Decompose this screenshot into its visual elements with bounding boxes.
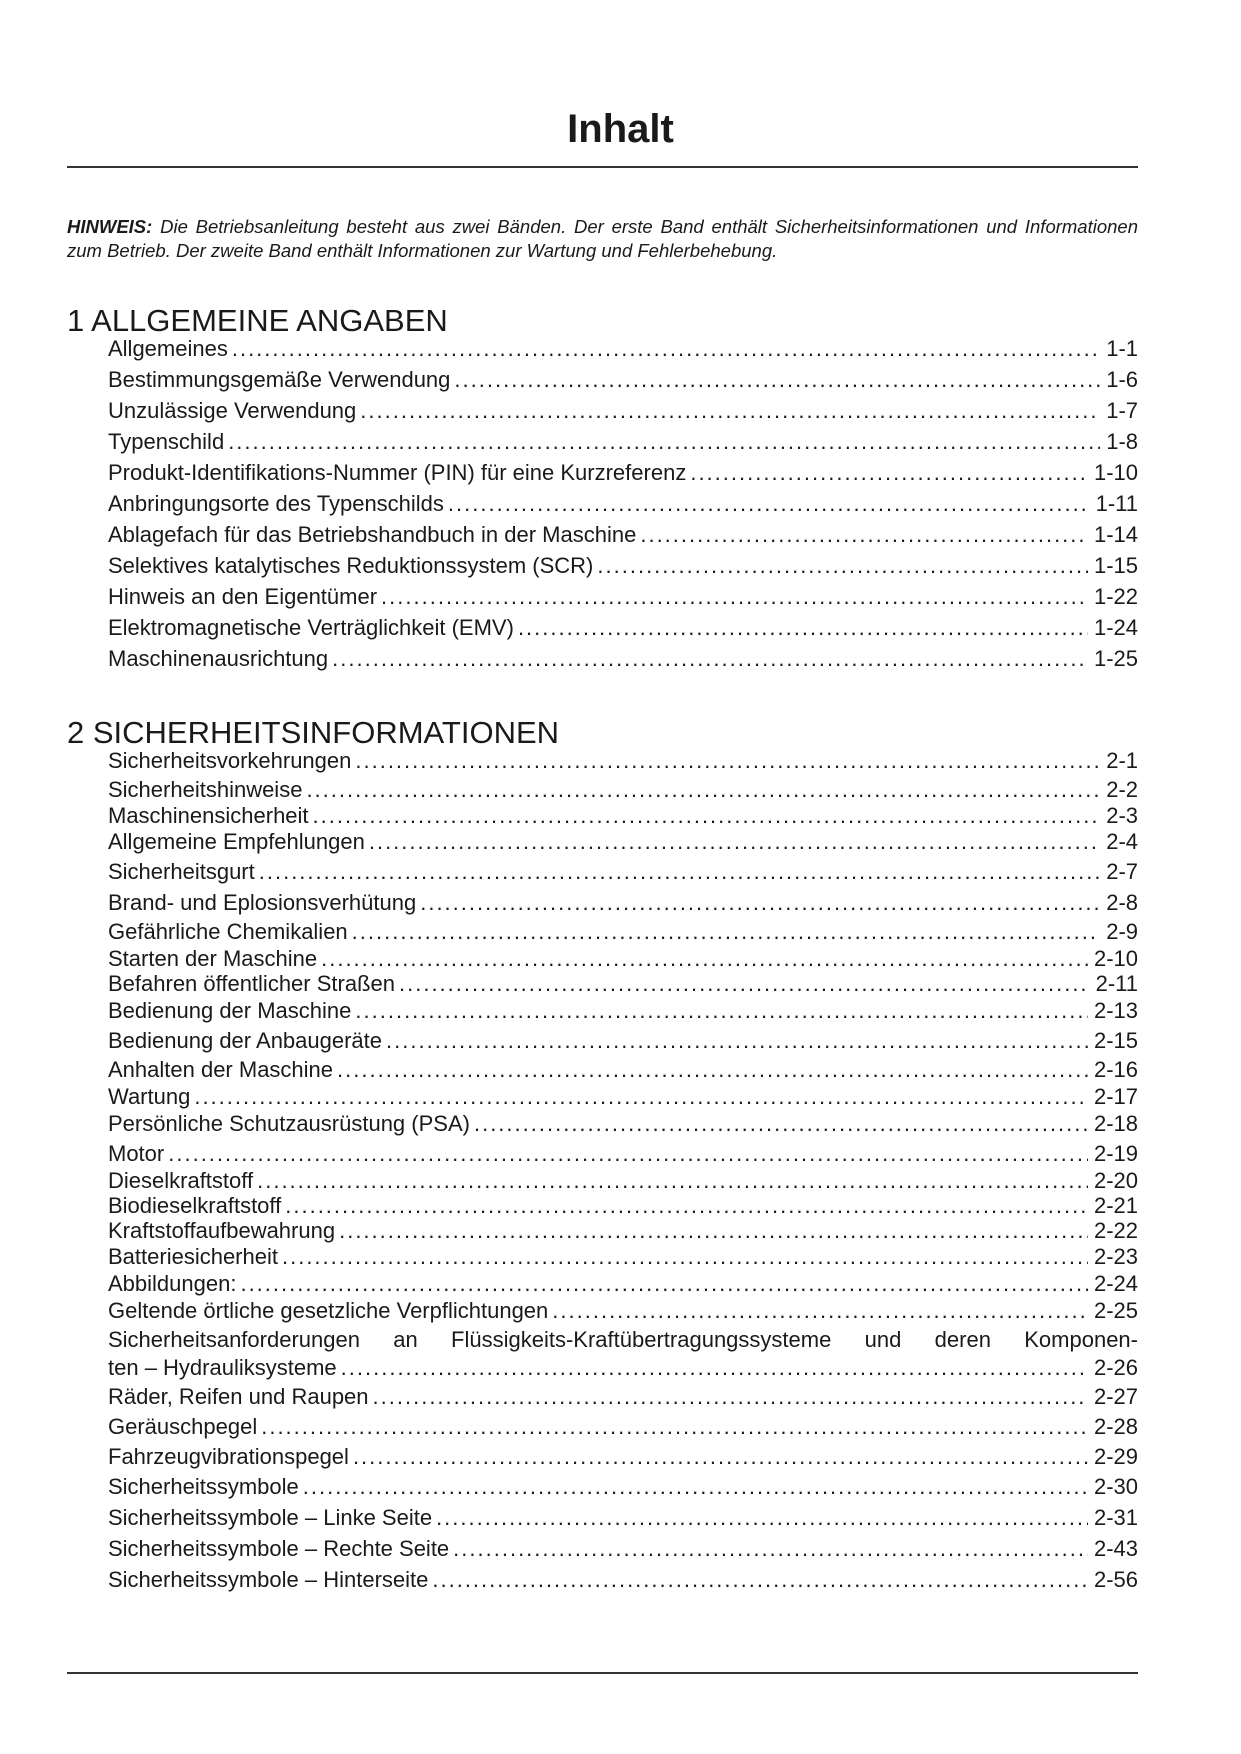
- toc-entry-page: 1-10: [1093, 460, 1138, 485]
- toc-entry-page: 2-29: [1093, 1444, 1138, 1469]
- toc-entry-page: 2-11: [1095, 971, 1138, 996]
- toc-entry-title: Sicherheitsvorkehrungen: [108, 748, 352, 773]
- toc-entry[interactable]: [108, 1382, 1138, 1412]
- toc-entry[interactable]: [108, 1139, 1138, 1169]
- toc-entry-page: 2-7: [1106, 859, 1138, 884]
- toc-entry-title: Starten der Maschine: [108, 946, 318, 971]
- toc-entry[interactable]: [108, 519, 1138, 550]
- toc-entry[interactable]: [108, 550, 1138, 581]
- toc-entry[interactable]: [108, 395, 1138, 426]
- toc-entry-title: Motor: [108, 1141, 165, 1166]
- toc-entry-page: 2-1: [1106, 748, 1138, 773]
- dot-leader: [381, 581, 1088, 612]
- page-title: Inhalt: [567, 107, 674, 151]
- toc-entry[interactable]: [108, 997, 1138, 1025]
- toc-entry[interactable]: [108, 1193, 1138, 1218]
- toc-entry-page: 2-26: [1093, 1355, 1138, 1380]
- dot-leader: [337, 1056, 1088, 1084]
- toc-entry-title: Kraftstoffaufbewahrung: [108, 1218, 336, 1243]
- dot-leader: [232, 333, 1100, 364]
- toc-entry-title: Allgemeines: [108, 336, 228, 361]
- toc-entry[interactable]: [108, 612, 1138, 643]
- dot-leader: [453, 1533, 1088, 1564]
- dot-leader: [399, 971, 1090, 997]
- toc-entry[interactable]: [108, 1472, 1138, 1502]
- toc-entry-page: 2-21: [1093, 1193, 1138, 1218]
- toc-entry-title: Geltende örtliche gesetzliche Verpflichtungen: [108, 1298, 549, 1323]
- toc-entry[interactable]: [108, 333, 1138, 364]
- toc-entry[interactable]: [108, 745, 1138, 776]
- toc-entry-title: Bestimmungsgemäße Verwendung: [108, 367, 451, 392]
- dot-leader: [369, 828, 1100, 856]
- dot-leader: [518, 612, 1088, 643]
- toc-entry-title: Wartung: [108, 1084, 191, 1109]
- section-heading-allgemeine-angaben: 1 ALLGEMEINE ANGABEN: [67, 303, 448, 338]
- toc-entry-page: 2-56: [1093, 1567, 1138, 1592]
- toc-entry-page: 1-8: [1106, 429, 1138, 454]
- dot-leader: [474, 1109, 1088, 1139]
- toc-entry[interactable]: [108, 1442, 1138, 1472]
- dot-leader: [313, 804, 1101, 828]
- header-divider: [67, 166, 1138, 168]
- toc-entry[interactable]: [108, 804, 1138, 828]
- toc-entry-page: 1-6: [1106, 367, 1138, 392]
- toc-entry-title: Typenschild: [108, 429, 225, 454]
- toc-entry-page: 2-16: [1093, 1057, 1138, 1082]
- dot-leader: [690, 457, 1088, 488]
- dot-leader: [352, 918, 1101, 946]
- toc-entry[interactable]: [108, 1564, 1138, 1595]
- toc-entry-title: Fahrzeugvibrationspegel: [108, 1444, 349, 1469]
- toc-entry[interactable]: [108, 1084, 1138, 1109]
- dot-leader: [341, 1354, 1088, 1382]
- toc-entry-title: Persönliche Schutzausrüstung (PSA): [108, 1111, 470, 1136]
- toc-entry-title: Sicherheitssymbole – Rechte Seite: [108, 1536, 450, 1561]
- section-heading-sicherheitsinformationen: 2 SICHERHEITSINFORMATIONEN: [67, 715, 560, 750]
- toc-entry-title: Maschinensicherheit: [108, 803, 309, 828]
- toc-entry-page: 2-17: [1093, 1084, 1138, 1109]
- toc-entry[interactable]: [108, 887, 1138, 918]
- dot-leader: [353, 1442, 1088, 1472]
- dot-leader: [306, 776, 1100, 804]
- toc-entry[interactable]: [108, 1296, 1138, 1326]
- toc-entry-title: Selektives katalytisches Reduktionssystem (SCR): [108, 553, 594, 578]
- toc-entry[interactable]: [108, 1326, 1138, 1382]
- toc-entry[interactable]: [108, 364, 1138, 395]
- toc-entry-page: 1-24: [1093, 615, 1138, 640]
- toc-entry-title: Allgemeine Empfehlungen: [108, 829, 365, 854]
- toc-entry[interactable]: [108, 971, 1138, 997]
- toc-entry-page: 2-9: [1106, 919, 1138, 944]
- toc-entry-page: 1-7: [1106, 398, 1138, 423]
- toc-entry-title: Batteriesicherheit: [108, 1244, 278, 1269]
- toc-entry[interactable]: [108, 1412, 1138, 1442]
- toc-entry[interactable]: [108, 488, 1138, 519]
- footer-divider: [67, 1672, 1138, 1674]
- dot-leader: [355, 997, 1088, 1025]
- dot-leader: [448, 488, 1090, 519]
- toc-entry[interactable]: [108, 776, 1138, 804]
- toc-entry-title: Ablagefach für das Betriebshandbuch in der Maschine: [108, 522, 637, 547]
- toc-entry-page: 2-13: [1093, 998, 1138, 1023]
- dot-leader: [373, 1382, 1088, 1412]
- toc-entry-title: Befahren öffentlicher Straßen: [108, 971, 395, 996]
- toc-entry-page: 2-4: [1106, 829, 1138, 854]
- note-paragraph: [67, 215, 1138, 263]
- toc-entry-title: Sicherheitshinweise: [108, 777, 303, 802]
- dot-leader: [282, 1243, 1088, 1271]
- toc-entry[interactable]: [108, 457, 1138, 488]
- toc-entry-page: 2-2: [1106, 777, 1138, 802]
- toc-entry-page: 2-18: [1093, 1111, 1138, 1136]
- toc-entry-title: Bedienung der Anbaugeräte: [108, 1028, 383, 1053]
- toc-entry[interactable]: [108, 426, 1138, 457]
- toc-entry[interactable]: [108, 1502, 1138, 1533]
- dot-leader: [640, 519, 1088, 550]
- toc-entry[interactable]: [108, 856, 1138, 887]
- dot-leader: [321, 946, 1088, 971]
- toc-entry-title: Biodieselkraftstoff: [108, 1193, 282, 1218]
- toc-entry-title: Gefährliche Chemikalien: [108, 919, 348, 944]
- toc-entry-title: Sicherheitssymbole – Hinterseite: [108, 1567, 429, 1592]
- toc-entry-title-line1: Sicherheitsanforderungen an Flüssigkeits-Kraftübertragungssysteme und deren Komponen-: [108, 1327, 1138, 1352]
- toc-entry[interactable]: [108, 643, 1138, 674]
- dot-leader: [194, 1084, 1088, 1109]
- toc-entry-title-line2-row: [108, 1354, 1138, 1382]
- toc-entry-page: 1-14: [1093, 522, 1138, 547]
- dot-leader: [332, 643, 1088, 674]
- toc-entry-page: 1-25: [1093, 646, 1138, 671]
- toc-entry-page: 2-8: [1106, 890, 1138, 915]
- toc-entry-title: Dieselkraftstoff: [108, 1168, 254, 1193]
- toc-entry[interactable]: [108, 1271, 1138, 1296]
- toc-entry-title: Elektromagnetische Verträglichkeit (EMV): [108, 615, 514, 640]
- toc-entry[interactable]: [108, 946, 1138, 971]
- toc-entry-title: Sicherheitsgurt: [108, 859, 255, 884]
- toc-entry-page: 1-1: [1106, 336, 1138, 361]
- toc-entry[interactable]: [108, 1109, 1138, 1139]
- toc-entry-page: 2-23: [1093, 1244, 1138, 1269]
- dot-leader: [257, 1169, 1088, 1193]
- dot-leader: [259, 856, 1100, 887]
- toc-entry-title: Geräuschpegel: [108, 1414, 258, 1439]
- dot-leader: [303, 1472, 1088, 1502]
- toc-entry-page: 2-3: [1106, 803, 1138, 828]
- toc-entry-page: 2-24: [1093, 1271, 1138, 1296]
- toc-entry-page: 2-43: [1093, 1536, 1138, 1561]
- toc-list-section-1: [108, 333, 1138, 674]
- dot-leader: [168, 1139, 1088, 1169]
- toc-entry-page: 2-19: [1093, 1141, 1138, 1166]
- toc-entry-page: 1-11: [1095, 491, 1138, 516]
- toc-entry-page: 2-10: [1093, 946, 1138, 971]
- toc-entry[interactable]: [108, 581, 1138, 612]
- toc-entry-page: 2-20: [1093, 1168, 1138, 1193]
- toc-entry-page: 2-28: [1093, 1414, 1138, 1439]
- toc-entry-title: Anbringungsorte des Typenschilds: [108, 491, 444, 516]
- toc-entry-title: Anhalten der Maschine: [108, 1057, 334, 1082]
- dot-leader: [420, 887, 1100, 918]
- toc-entry-page: 2-22: [1093, 1218, 1138, 1243]
- dot-leader: [386, 1025, 1088, 1056]
- toc-list-section-2: [108, 745, 1138, 1595]
- dot-leader: [355, 745, 1100, 776]
- note-text: Die Betriebsanleitung besteht aus zwei Bänden. Der erste Band enthält Sicherheitsinformationen und Informationen zum Betrieb. Der zweite Band enthält Informationen zur Wartung und Fehlerbehebung.: [67, 216, 1138, 261]
- toc-entry-title: Produkt-Identifikations-Nummer (PIN) für eine Kurzreferenz: [108, 460, 687, 485]
- toc-entry[interactable]: [108, 1056, 1138, 1084]
- toc-entry-page: 2-27: [1093, 1384, 1138, 1409]
- dot-leader: [339, 1218, 1088, 1243]
- toc-entry-title: Brand- und Eplosionsverhütung: [108, 890, 417, 915]
- toc-entry-page: 2-31: [1093, 1505, 1138, 1530]
- toc-entry-page: 2-25: [1093, 1298, 1138, 1323]
- dot-leader: [552, 1296, 1088, 1326]
- toc-entry-page: 2-15: [1093, 1028, 1138, 1053]
- note-label: HINWEIS:: [67, 216, 153, 237]
- toc-entry-title: Räder, Reifen und Raupen: [108, 1384, 369, 1409]
- dot-leader: [261, 1412, 1088, 1442]
- toc-entry-page: 1-22: [1093, 584, 1138, 609]
- dot-leader: [240, 1271, 1088, 1296]
- toc-entry-page: 1-15: [1093, 553, 1138, 578]
- toc-entry[interactable]: [108, 828, 1138, 856]
- dot-leader: [432, 1564, 1088, 1595]
- toc-entry[interactable]: [108, 1243, 1138, 1271]
- dot-leader: [597, 550, 1088, 581]
- toc-entry-title-line2: ten – Hydrauliksysteme: [108, 1355, 337, 1380]
- toc-entry-title: Maschinenausrichtung: [108, 646, 329, 671]
- toc-entry-title: Sicherheitssymbole – Linke Seite: [108, 1505, 433, 1530]
- toc-entry[interactable]: [108, 1218, 1138, 1243]
- toc-entry[interactable]: [108, 1533, 1138, 1564]
- toc-entry-page: 2-30: [1093, 1474, 1138, 1499]
- dot-leader: [285, 1193, 1088, 1218]
- toc-entry-title: Sicherheitssymbole: [108, 1474, 299, 1499]
- toc-entry-title: Bedienung der Maschine: [108, 998, 352, 1023]
- toc-entry-title: Hinweis an den Eigentümer: [108, 584, 378, 609]
- toc-entry[interactable]: [108, 1169, 1138, 1193]
- dot-leader: [454, 364, 1100, 395]
- dot-leader: [228, 426, 1100, 457]
- toc-entry[interactable]: [108, 918, 1138, 946]
- toc-entry-title: Unzulässige Verwendung: [108, 398, 357, 423]
- dot-leader: [360, 395, 1100, 426]
- toc-entry-title: Abbildungen:: [108, 1271, 237, 1296]
- toc-entry[interactable]: [108, 1025, 1138, 1056]
- dot-leader: [436, 1502, 1088, 1533]
